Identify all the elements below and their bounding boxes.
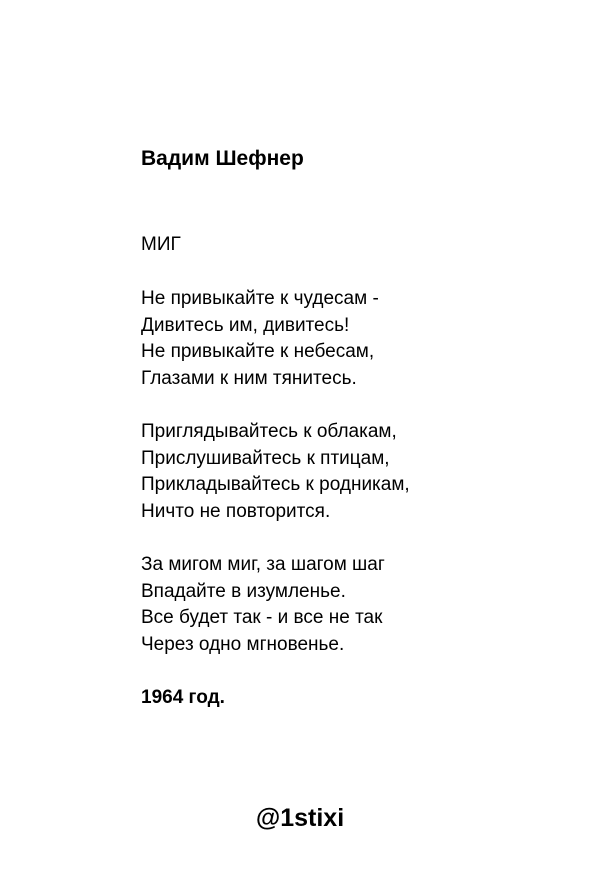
poem-year: 1964 год.: [141, 687, 225, 708]
poem-line: Дивитесь им, дивитесь!: [141, 314, 350, 336]
social-handle: @1stixi: [255, 804, 345, 832]
poem-line: Прислушивайтесь к птицам,: [141, 447, 390, 469]
poem-line: За мигом миг, за шагом шаг: [141, 554, 385, 575]
stanza-2: [141, 419, 410, 525]
poem-line: Приглядывайтесь к облакам,: [141, 421, 397, 442]
poem-line: Не привыкайте к небесам,: [141, 341, 375, 362]
poem-line: Через одно мгновенье.: [141, 633, 345, 655]
stanza-1: [141, 286, 379, 392]
poem-line: Глазами к ним тянитесь.: [141, 367, 357, 389]
poem-line: Впадайте в изумленье.: [141, 580, 346, 602]
author-name: Вадим Шефнер: [141, 147, 304, 170]
stanza-3: [141, 552, 385, 658]
poem-line: Прикладывайтесь к родникам,: [141, 474, 410, 495]
poem-line: Все будет так - и все не так: [141, 607, 383, 628]
poem-line: Не привыкайте к чудесам -: [141, 288, 379, 309]
poem-line: Ничто не повторится.: [141, 500, 331, 522]
poem-title: МИГ: [141, 234, 181, 255]
